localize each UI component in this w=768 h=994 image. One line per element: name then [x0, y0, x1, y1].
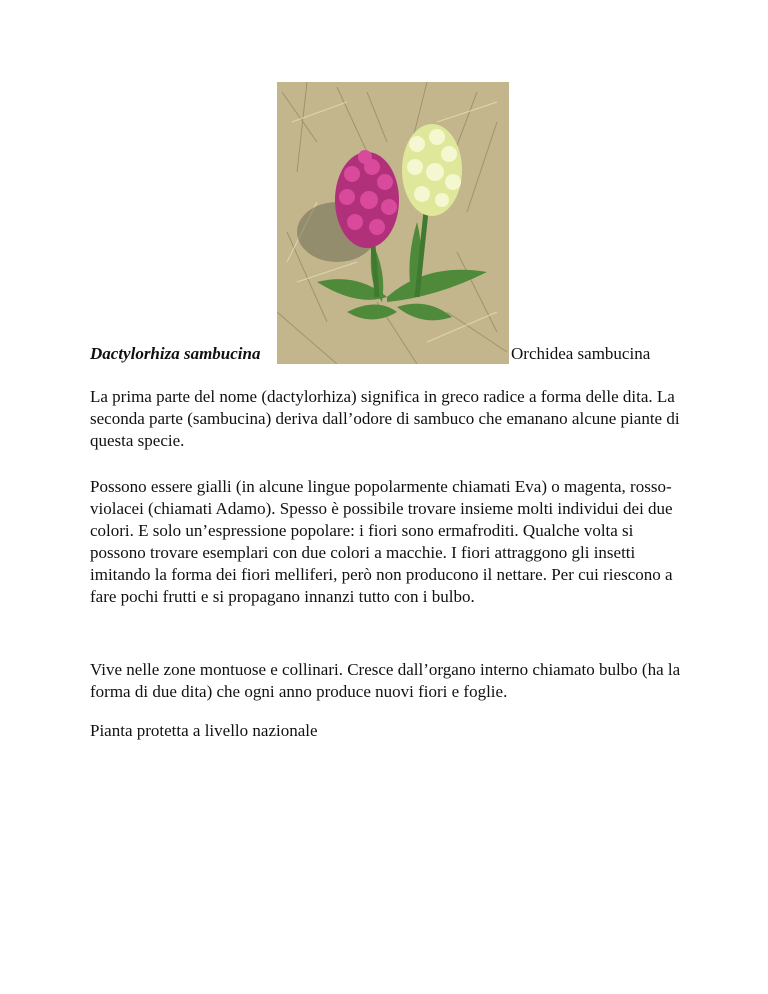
species-heading [90, 82, 710, 372]
name-etymology-paragraph: La prima parte del nome (dactylorhiza) significa in greco radice a forma delle dita. La seconda parte (sambucina) deriva dall’odore di sambuco che emanano alcune piante di questa specie. [90, 387, 680, 450]
species-latin-name: Dactylorhiza sambucina [90, 344, 261, 363]
flower-colors-paragraph: Possono essere gialli (in alcune lingue popolarmente chiamati Eva) o magenta, rosso-violacei (chiamati Adamo). Spesso è possibile trovare insieme molti individui dei due colori. E solo un’espressione popolare: i fiori sono ermafroditi. Qualche volta si possono trovare esemplari con due colori a macchie. I fiori attraggono gli insetti imitando la forma dei fiori melliferi, però non producono il nettare. Per cui riescono a fare pochi frutti e si propagano innanzi tutto con i bulbo. [90, 477, 673, 606]
habitat-paragraph: Vive nelle zone montuose e collinari. Cresce dall’organo interno chiamato bulbo (ha la forma di due dita) che ogni anno produce nuovi fiori e foglie. [90, 660, 681, 701]
species-common-name: Orchidea sambucina [511, 344, 651, 363]
orchid-photo-icon [277, 82, 509, 364]
protection-status-paragraph: Pianta protetta a livello nazionale [90, 721, 318, 740]
